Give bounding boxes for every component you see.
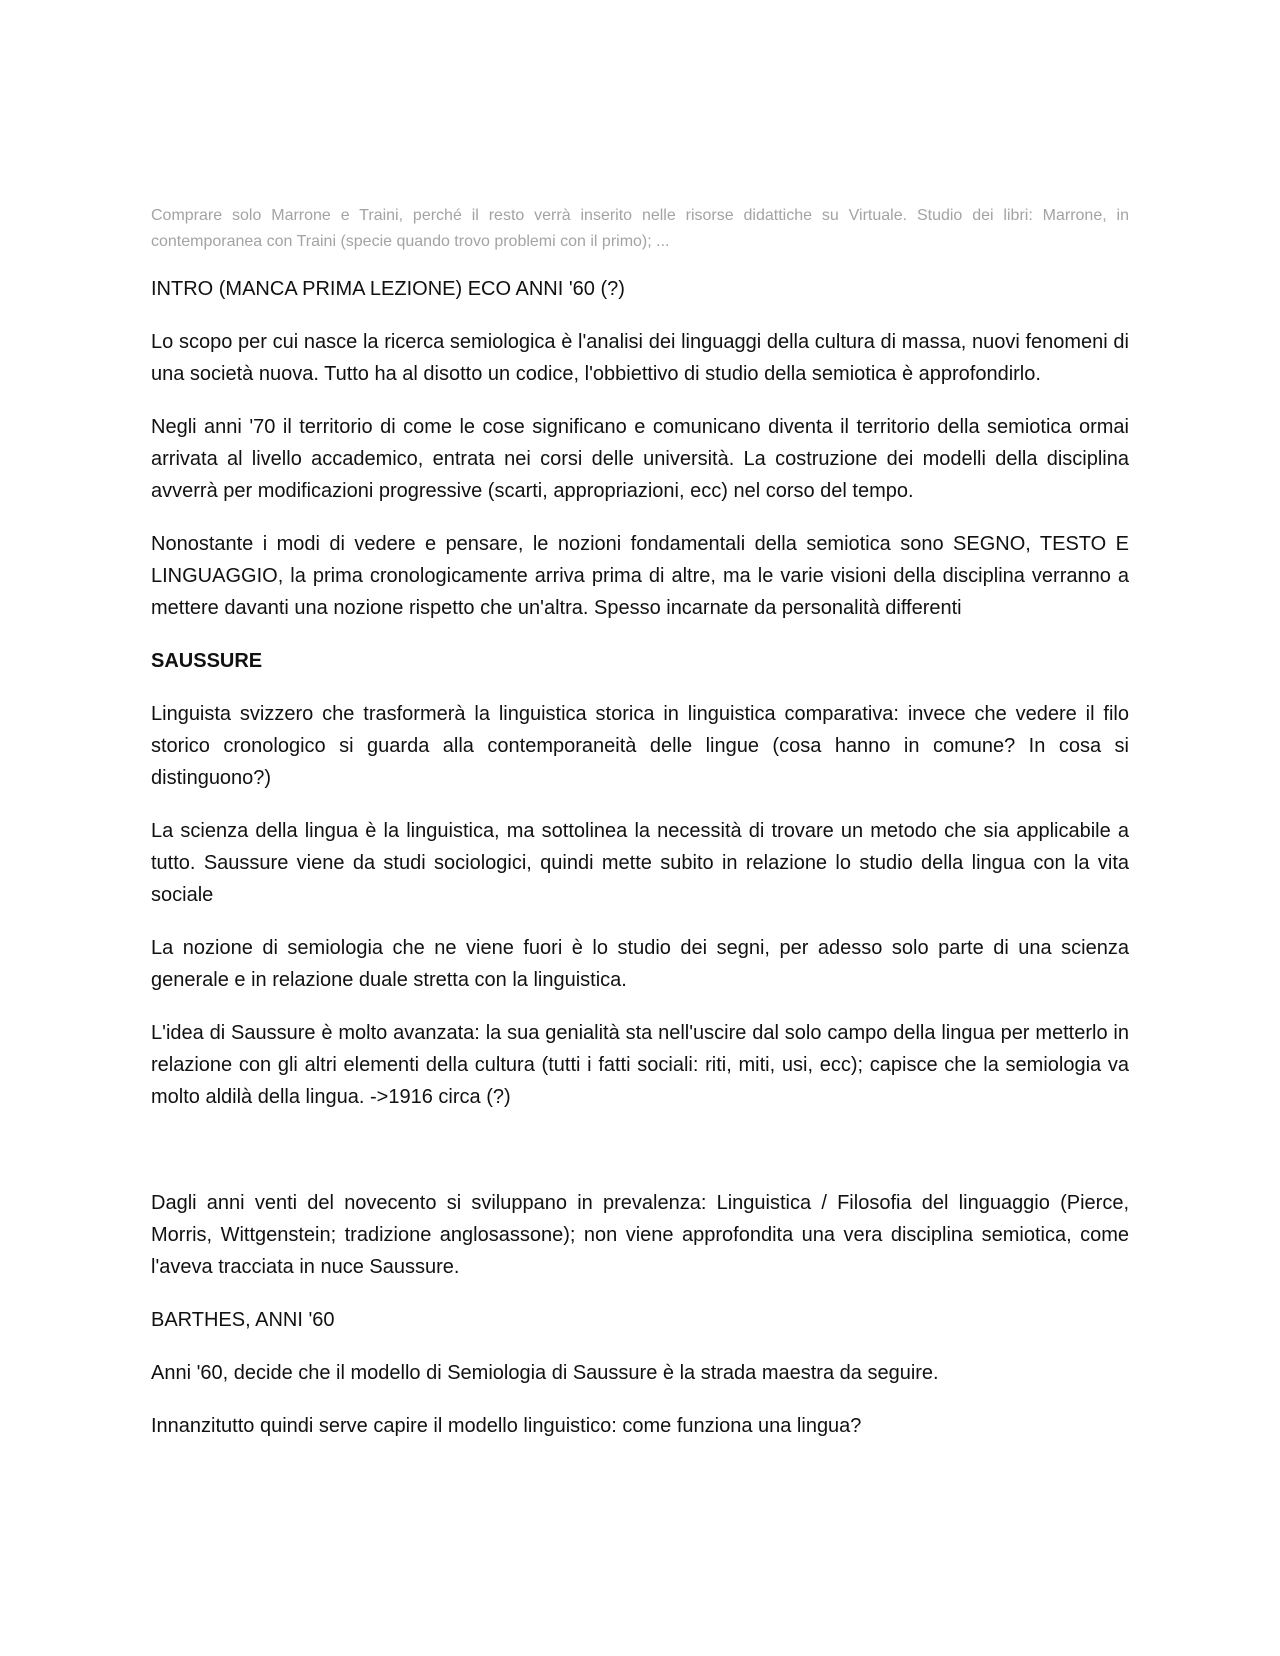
saussure-heading: SAUSSURE (151, 650, 263, 672)
twenties-paragraph: Dagli anni venti del novecento si sviluppano in prevalenza: Linguistica / Filosofia del linguaggio (Pierce, Morris, Wittgenstein; tradizione anglosassone); non viene approfondita una vera disciplina semiotica, come l'aveva tracciata in nuce Saussure. (151, 1192, 1129, 1278)
intro-paragraph: Negli anni '70 il territorio di come le cose significano e comunicano diventa il territorio della semiotica ormai arrivata al livello accademico, entrata nei corsi delle università. La costruzione dei modelli della disciplina avverrà per modificazioni progressive (scarti, appropriazioni, ecc) nel corso del tempo. (151, 416, 1129, 502)
intro-paragraph: Nonostante i modi di vedere e pensare, le nozioni fondamentali della semiotica sono SEGNO, TESTO E LINGUAGGIO, la prima cronologicamente arriva prima di altre, ma le varie visioni della disciplina verranno a mettere davanti una nozione rispetto che un'altra. Spesso incarnate da personalità differenti (151, 533, 1129, 619)
intro-heading: INTRO (MANCA PRIMA LEZIONE) ECO ANNI '60 (?) (151, 278, 625, 300)
barthes-paragraph: Innanzitutto quindi serve capire il modello linguistico: come funziona una lingua? (151, 1415, 862, 1437)
empty-line-spacer (151, 1134, 1129, 1187)
saussure-paragraph: La scienza della lingua è la linguistica, ma sottolinea la necessità di trovare un metodo che sia applicabile a tutto. Saussure viene da studi sociologici, quindi mette subito in relazione lo studio della lingua con la vita sociale (151, 820, 1129, 906)
barthes-paragraph: Anni '60, decide che il modello di Semiologia di Saussure è la strada maestra da seguire. (151, 1362, 939, 1384)
study-note: Comprare solo Marrone e Traini, perché il resto verrà inserito nelle risorse didattiche su Virtuale. Studio dei libri: Marrone, in contemporanea con Traini (specie quando trovo problemi con il primo); ... (151, 207, 1129, 250)
saussure-paragraph: Linguista svizzero che trasformerà la linguistica storica in linguistica comparativa: invece che vedere il filo storico cronologico si guarda alla contemporaneità delle lingue (cosa hanno in comune? In cosa si distinguono?) (151, 703, 1129, 789)
saussure-paragraph: L'idea di Saussure è molto avanzata: la sua genialità sta nell'uscire dal solo campo della lingua per metterlo in relazione con gli altri elementi della cultura (tutti i fatti sociali: riti, miti, usi, ecc); capisce che la semiologia va molto aldilà della lingua. ->1916 circa (?) (151, 1022, 1129, 1108)
saussure-paragraph: La nozione di semiologia che ne viene fuori è lo studio dei segni, per adesso solo parte di una scienza generale e in relazione duale stretta con la linguistica. (151, 937, 1129, 991)
barthes-heading: BARTHES, ANNI '60 (151, 1309, 335, 1331)
intro-paragraph: Lo scopo per cui nasce la ricerca semiologica è l'analisi dei linguaggi della cultura di massa, nuovi fenomeni di una società nuova. Tutto ha al disotto un codice, l'obbiettivo di studio della semiotica è approfondirlo. (151, 331, 1129, 385)
document-body (151, 203, 1129, 1463)
